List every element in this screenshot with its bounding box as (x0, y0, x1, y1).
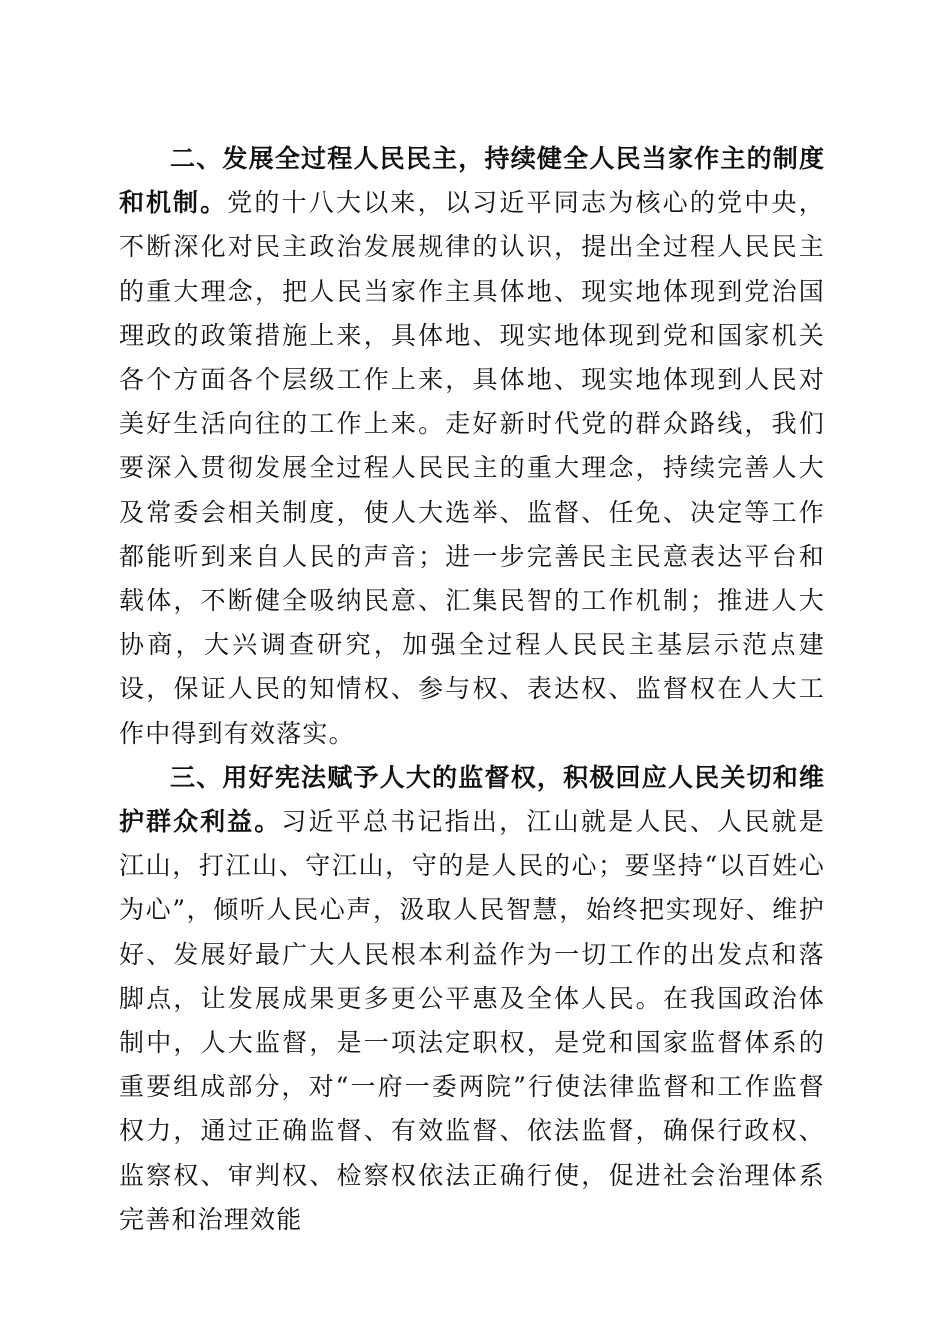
section-three-heading: 三、用好宪法赋予人大的监督权，积极回应人民关切和维护群众利益。 (119, 762, 825, 837)
section-two-heading: 二、发展全过程人民民主，持续健全人民当家作主的制度和机制。 (119, 144, 825, 218)
section-three-body: 习近平总书记指出，江山就是人民、人民就是江山，打江山、守江山，守的是人民的心；要坚持“以百姓心为心”，倾听人民心声，汲取人民智慧，始终把实现好、维护好、发展好最广大人民根本利益作为一切工作的出发点和落脚点，让发展成果更多更公平惠及全体人民。在我国政治体制中，人大监督，是一项法定职权，是党和国家监督体系的重要组成部分，对“一府一委两院”行使法律监督和工作监督权力，通过正确监督、有效监督、依法监督，确保行政权、监察权、审判权、检察权依法正确行使，促进社会治理体系完善和治理效能 (119, 807, 825, 1234)
document-body (119, 137, 825, 1242)
section-two-body: 党的十八大以来，以习近平同志为核心的党中央，不断深化对民主政治发展规律的认识，提出全过程人民民主的重大理念，把人民当家作主具体地、现实地体现到党治国理政的政策措施上来，具体地、现实地体现到党和国家机关各个方面各个层级工作上来，具体地、现实地体现到人民对美好生活向往的工作上来。走好新时代党的群众路线，我们要深入贯彻发展全过程人民民主的重大理念，持续完善人大及常委会相关制度，使人大选举、监督、任免、决定等工作都能听到来自人民的声音；进一步完善民主民意表达平台和载体，不断健全吸纳民意、汇集民智的工作机制；推进人大协商，大兴调查研究，加强全过程人民民主基层示范点建设，保证人民的知情权、参与权、表达权、监督权在人大工作中得到有效落实。 (119, 188, 825, 748)
paragraph-section-two (119, 137, 825, 756)
paragraph-section-three (119, 756, 825, 1242)
